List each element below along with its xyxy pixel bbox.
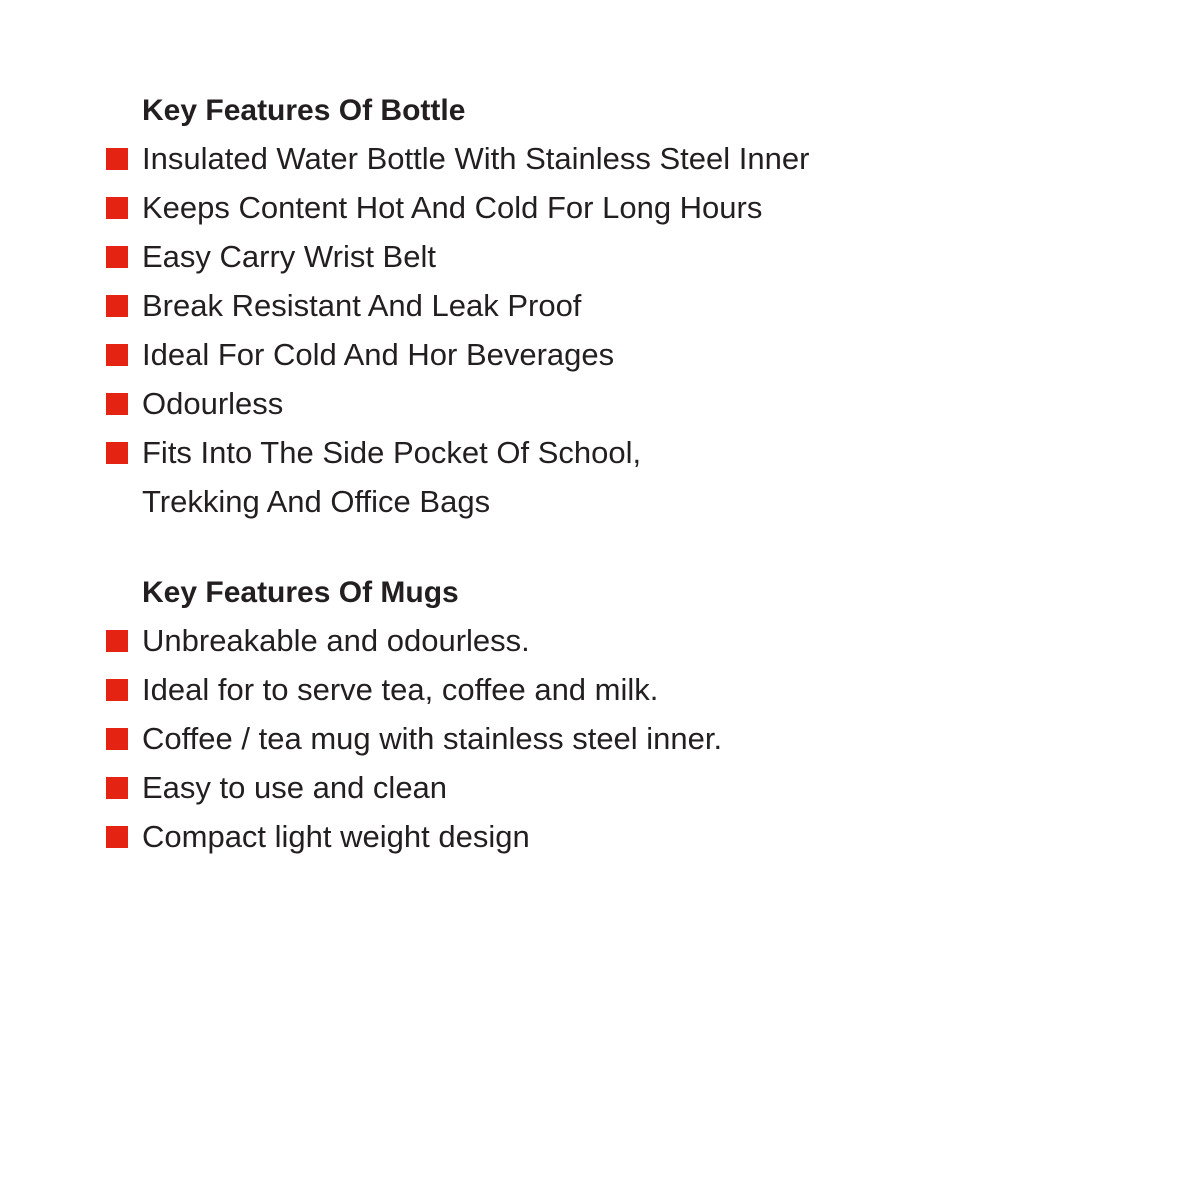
- feature-text: Keeps Content Hot And Cold For Long Hours: [142, 190, 763, 225]
- red-square-bullet-icon: [106, 246, 128, 268]
- red-square-bullet-icon: [106, 148, 128, 170]
- list-item: [106, 183, 1106, 232]
- mugs-features-list: [106, 616, 1106, 861]
- list-item: [106, 616, 1106, 665]
- red-square-bullet-icon: [106, 826, 128, 848]
- list-item: [106, 281, 1106, 330]
- feature-text: Ideal For Cold And Hor Beverages: [142, 337, 615, 372]
- list-item: [106, 812, 1106, 861]
- feature-text: Easy Carry Wrist Belt: [142, 239, 436, 274]
- red-square-bullet-icon: [106, 679, 128, 701]
- bottle-features-list: [106, 134, 1106, 526]
- feature-text-line-2: Trekking And Office Bags: [142, 484, 491, 519]
- mugs-features-heading: Key Features Of Mugs: [142, 576, 459, 609]
- list-item: [106, 714, 1106, 763]
- feature-text: Coffee / tea mug with stainless steel inner.: [142, 721, 723, 756]
- red-square-bullet-icon: [106, 197, 128, 219]
- list-item: [106, 232, 1106, 281]
- feature-text-line-1: Fits Into The Side Pocket Of School,: [142, 435, 642, 470]
- red-square-bullet-icon: [106, 630, 128, 652]
- feature-text: Insulated Water Bottle With Stainless Steel Inner: [142, 141, 810, 176]
- mugs-features-section: [106, 570, 1106, 861]
- list-item: [106, 665, 1106, 714]
- feature-text: Compact light weight design: [142, 819, 530, 854]
- list-item: [106, 330, 1106, 379]
- red-square-bullet-icon: [106, 295, 128, 317]
- feature-text: Ideal for to serve tea, coffee and milk.: [142, 672, 659, 707]
- feature-text: Break Resistant And Leak Proof: [142, 288, 582, 323]
- list-item: [106, 763, 1106, 812]
- list-item: [106, 134, 1106, 183]
- bottle-features-heading: Key Features Of Bottle: [142, 94, 466, 127]
- red-square-bullet-icon: [106, 777, 128, 799]
- feature-text: Odourless: [142, 386, 284, 421]
- feature-text: Unbreakable and odourless.: [142, 623, 530, 658]
- red-square-bullet-icon: [106, 442, 128, 464]
- red-square-bullet-icon: [106, 344, 128, 366]
- list-item: [106, 428, 1106, 526]
- red-square-bullet-icon: [106, 728, 128, 750]
- feature-text: Easy to use and clean: [142, 770, 448, 805]
- list-item: [106, 379, 1106, 428]
- red-square-bullet-icon: [106, 393, 128, 415]
- bottle-features-section: [106, 88, 1106, 526]
